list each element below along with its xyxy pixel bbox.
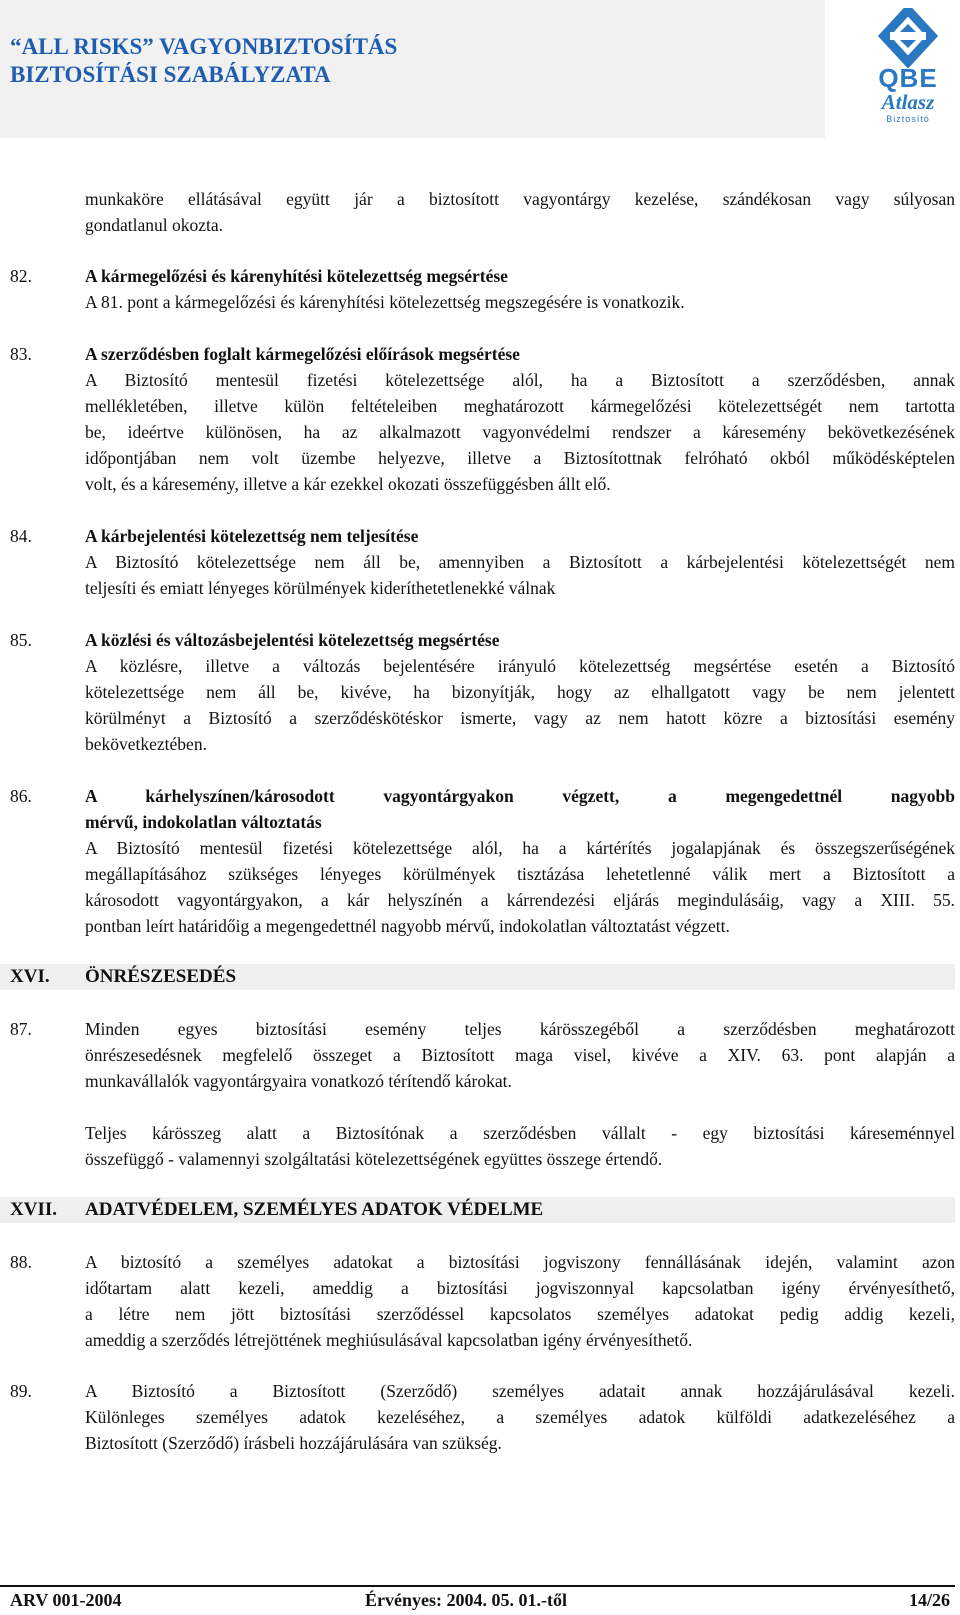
section-title: A szerződésben foglalt kármegelőzési előírások megsértése [85,344,520,364]
section-line: Minden egyes biztosítási esemény teljes kárösszegéből a szerződésben meghatározott [85,1019,955,1039]
section-line: Teljes kárösszeg alatt a Biztosítónak a szerződésben vállalt - egy biztosítási káreseménnyel [85,1123,955,1143]
section-line: pontban leírt határidőig a megengedettnél nagyobb mérvű, indokolatlan változtatást végzett. [85,916,730,936]
section-line: önrészesedésnek megfelelő összeget a Biztosított maga visel, kivéve a XIV. 63. pont alapján a [85,1045,955,1065]
qbe-emblem-icon [862,8,954,68]
qbe-atlasz-logo [862,8,954,126]
section-line: károsodott vagyontárgyakon, a kár helyszínén a kárrendezési eljárás megindulásáig, vagy a XIII. 55. [85,890,955,910]
section-number: 85. [10,630,32,650]
section-line: Különleges személyes adatok kezeléséhez, a személyes adatok külföldi adatkezeléséhez a [85,1407,955,1427]
document-header [0,0,825,138]
chapter-number: XVI. [10,966,50,987]
section-line: A 81. pont a kármegelőzési és kárenyhítési kötelezettség megszegésére is vonatkozik. [85,292,685,312]
document-footer [0,1585,955,1611]
chapter-title: ÖNRÉSZESEDÉS [85,966,237,987]
document-code: ARV 001-2004 [10,1590,122,1610]
chapter-number: XVII. [10,1199,57,1220]
section-line: a létre nem jött biztosítási szerződéssel kapcsolatos személyes adatokat pedig addig kezeli, [85,1304,955,1324]
section-line: ameddig a szerződés létrejöttének meghiúsulásával kapcsolatban igény érvényesíthető. [85,1330,693,1350]
section-number: 88. [10,1252,32,1272]
section-number: 86. [10,786,32,806]
section-number: 87. [10,1019,32,1039]
document-title-line1: “ALL RISKS” VAGYONBIZTOSÍTÁS [10,34,398,59]
section-line: kötelezettsége nem áll be, kivéve, ha bizonyítják, hogy az elhallgatott vagy be nem jelentett [85,682,955,702]
section-line: A Biztosító mentesül fizetési kötelezettsége alól, ha a kártérítés jogalapjának és összegszerűségének [85,838,955,858]
section-line: A Biztosító a Biztosított (Szerződő) személyes adatait annak hozzájárulásával kezeli. [85,1381,955,1401]
intro-line: gondatlanul okozta. [85,215,224,235]
document-title-line2: BIZTOSÍTÁSI SZABÁLYZATA [10,62,331,87]
section-line: A közlésre, illetve a változás bejelentésére irányuló kötelezettség megsértése esetén a Biztosító [85,656,955,676]
section-line: időpontjában nem volt üzembe helyezve, illetve a Biztosítottnak felróható okból működésképtelen [85,448,955,468]
document-title [10,33,397,89]
section-line: volt, és a káresemény, illetve a kár ezekkel okozati összefüggésben állt elő. [85,474,611,494]
section-line: időtartam alatt kezeli, ameddig a biztosítási jogviszonnyal kapcsolatban igény érvényesíthető, [85,1278,955,1298]
section-line: A Biztosító mentesül fizetési kötelezettsége alól, ha a Biztosított a szerződésben, annak [85,370,955,390]
section-line: munkavállalók vagyontárgyaira vonatkozó térítendő károkat. [85,1071,512,1091]
section-number: 84. [10,526,32,546]
section-title: A közlési és változásbejelentési kötelezettség megsértése [85,630,500,650]
section-title: A kármegelőzési és kárenyhítési kötelezettség megsértése [85,266,508,286]
logo-qbe-text: QBE [878,63,938,93]
section-line: be, ideértve különösen, ha az alkalmazott vagyonvédelmi rendszer a káresemény bekövetkezésének [85,422,955,442]
section-number: 89. [10,1381,32,1401]
section-line: megállapításához szükséges lényeges körülmények tisztázása lehetetlenné válik mert a Biztosított a [85,864,955,884]
section-line: összefüggő - valamennyi szolgáltatási kötelezettségének együttes összege értendő. [85,1149,663,1169]
section-line: körülményt a Biztosító a szerződéskötéskor ismerte, vagy az nem hatott közre a biztosítási esemény [85,708,955,728]
validity-date: Érvényes: 2004. 05. 01.-től [365,1590,567,1610]
section-line: A Biztosító kötelezettsége nem áll be, amennyiben a Biztosított a kárbejelentési kötelezettségét nem [85,552,955,572]
section-line: teljesíti és emiatt lényeges körülmények kideríthetetlenekké válnak [85,578,556,598]
section-line: mellékletében, illetve külön feltételeiben meghatározott kármegelőzési kötelezettségét nem tartotta [85,396,955,416]
intro-line: munkaköre ellátásával együtt jár a biztosított vagyontárgy kezelése, szándékosan vagy súlyosan [85,189,955,209]
section-line: A biztosító a személyes adatokat a biztosítási jogviszony fennállásának idején, valamint azon [85,1252,955,1272]
section-title: A kárhelyszínen/károsodott vagyontárgyakon végzett, a megengedettnél nagyobb [85,786,955,806]
section-number: 82. [10,266,32,286]
section-line: Biztosított (Szerződő) írásbeli hozzájárulására van szükség. [85,1433,502,1453]
chapter-title: ADATVÉDELEM, SZEMÉLYES ADATOK VÉDELME [85,1199,544,1220]
section-title: A kárbejelentési kötelezettség nem teljesítése [85,526,419,546]
logo-sub-text: Biztosító [886,114,930,124]
section-line: bekövetkeztében. [85,734,207,754]
page-number: 14/26 [908,1590,950,1610]
section-number: 83. [10,344,32,364]
logo-atlasz-text: Atlasz [881,90,935,114]
section-title: mérvű, indokolatlan változtatás [85,812,322,832]
